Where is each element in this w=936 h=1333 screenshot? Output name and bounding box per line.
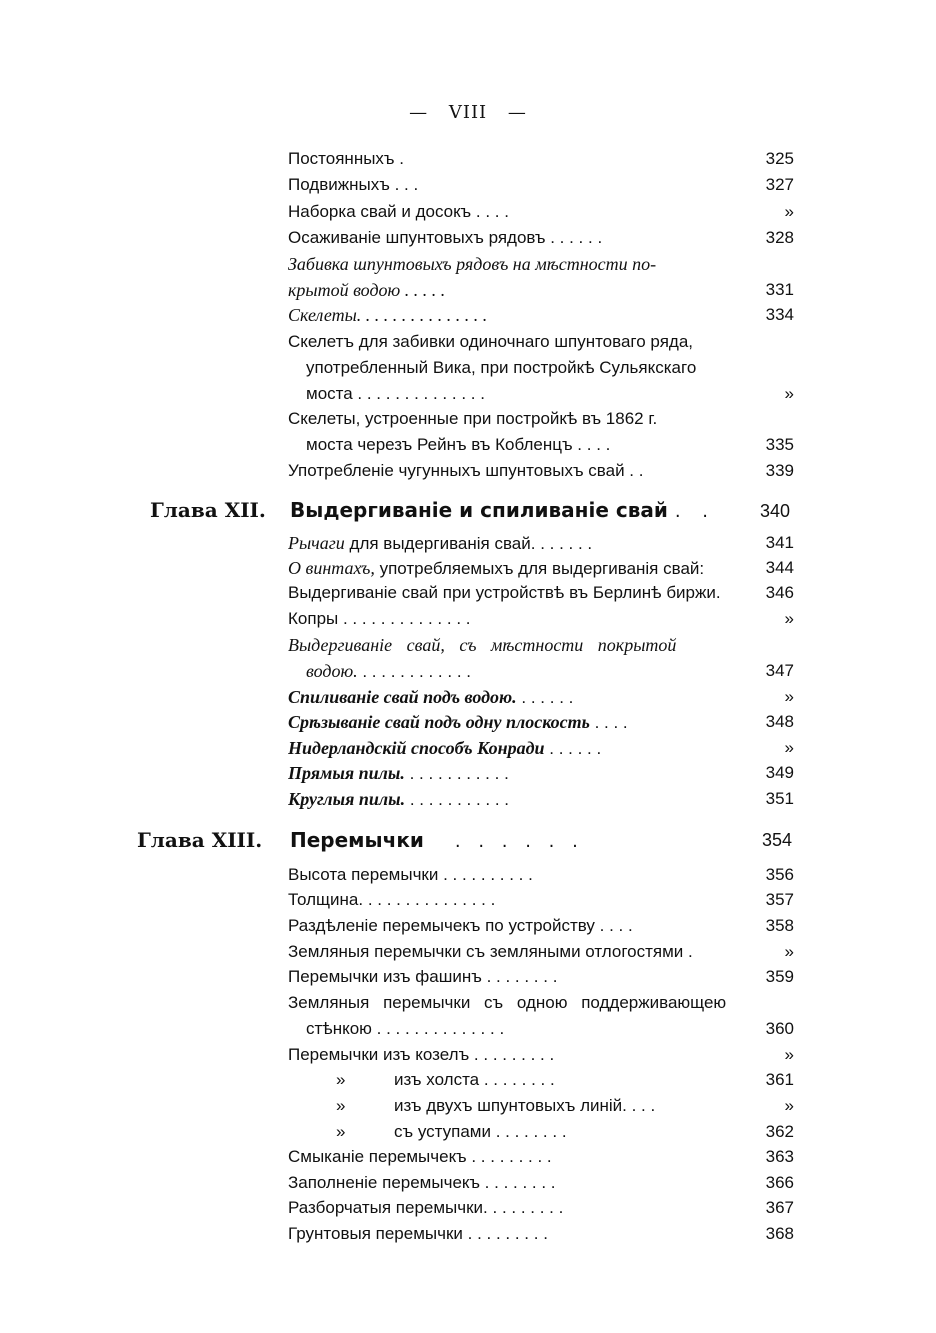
- entry-text: Перемычки изъ козелъ . . . . . . . . .: [288, 1045, 555, 1064]
- toc-entry: [288, 939, 794, 965]
- toc-entry: [288, 530, 794, 557]
- toc-entry: [288, 329, 794, 355]
- entry-text: [288, 709, 628, 736]
- toc-entry: [288, 862, 794, 888]
- chapter-label: Глава XIII.: [137, 828, 263, 852]
- toc-entry: [288, 580, 794, 606]
- entry-text: [336, 1119, 567, 1145]
- entry-text: стѣнкою . . . . . . . . . . . . . .: [306, 1019, 505, 1038]
- chapter-dots: . . . . . .: [454, 831, 584, 852]
- entry-text: Выдергиваніе свай при устройствѣ въ Берлинѣ биржи.: [288, 583, 721, 602]
- toc-entry: [288, 146, 794, 172]
- entry-page: 362: [760, 1119, 794, 1145]
- chapter-title-text: Перемычки: [290, 828, 424, 852]
- entry-text: Земляныя перемычки съ земляными отлогостями .: [288, 942, 693, 961]
- toc-entry: [288, 632, 794, 659]
- entry-page: »: [779, 199, 794, 225]
- entry-text: [336, 1067, 555, 1093]
- entry-page: »: [779, 1093, 794, 1119]
- toc-entry: [288, 406, 794, 432]
- toc-entry: [288, 684, 794, 711]
- entry-page: 368: [760, 1221, 794, 1247]
- chapter-title: [290, 828, 584, 852]
- entry-page: 357: [760, 887, 794, 913]
- toc-entry: [288, 1170, 794, 1196]
- toc-entry: [306, 1016, 794, 1042]
- entry-text: Земляныя перемычки съ одною поддерживающею: [288, 993, 727, 1012]
- entry-rest: съ уступами . . . . . . . .: [394, 1122, 567, 1141]
- entry-text: [288, 760, 509, 787]
- chapter-title-text: Выдергиваніе и спиливаніе свай: [290, 498, 668, 522]
- entry-emphasis: водою.: [306, 661, 358, 681]
- entry-text: Заполненіе перемычекъ . . . . . . . .: [288, 1173, 556, 1192]
- entry-page: 358: [760, 913, 794, 939]
- entry-rest: . . . . . . . . . . . .: [357, 662, 471, 681]
- entry-text: Подвижныхъ . . .: [288, 175, 419, 194]
- entry-text: Толщина. . . . . . . . . . . . . . .: [288, 890, 496, 909]
- entry-text: Употребленіе чугунныхъ шпунтовыхъ свай . .: [288, 461, 644, 480]
- entry-rest: . . . .: [589, 713, 628, 732]
- chapter-label: Глава XII.: [150, 498, 266, 522]
- entry-page: 349: [760, 760, 794, 786]
- toc-entry: [288, 887, 794, 913]
- toc-entry: [288, 555, 794, 582]
- entry-page: »: [779, 939, 794, 965]
- toc-entry: [288, 913, 794, 939]
- entry-text: моста черезъ Рейнъ въ Кобленцъ . . . .: [306, 435, 611, 454]
- toc-entry: [288, 1221, 794, 1247]
- entry-page: 341: [760, 530, 794, 556]
- page-number: VIII: [448, 102, 488, 123]
- entry-page: 331: [760, 277, 794, 303]
- entry-page: »: [779, 684, 794, 710]
- toc-entry: [336, 1119, 794, 1145]
- header-dash-right: —: [507, 102, 527, 123]
- entry-rest: для выдергиванія свай. . . . . . .: [344, 534, 593, 553]
- entry-page: 356: [760, 862, 794, 888]
- entry-page: 334: [760, 302, 794, 328]
- toc-entry: [288, 964, 794, 990]
- toc-entry: [288, 1144, 794, 1170]
- entry-rest: употребляемыхъ для выдергиванія свай:: [374, 559, 705, 578]
- entry-page: »: [779, 1042, 794, 1068]
- toc-entry: [288, 1195, 794, 1221]
- entry-page: 366: [760, 1170, 794, 1196]
- entry-page: 328: [760, 225, 794, 251]
- entry-text: Наборка свай и досокъ . . . .: [288, 202, 509, 221]
- chapter-page: 340: [760, 501, 791, 521]
- ditto-mark: »: [336, 1122, 346, 1141]
- entry-page: 339: [760, 458, 794, 484]
- toc-entry: [288, 172, 794, 198]
- entry-emphasis: Нидерландскій способъ Конради: [288, 738, 545, 758]
- entry-page: 363: [760, 1144, 794, 1170]
- entry-page: 347: [760, 658, 794, 684]
- entry-rest: изъ холста . . . . . . . .: [394, 1070, 555, 1089]
- toc-entry: [288, 225, 794, 251]
- entry-emphasis: Спиливаніе свай подъ водою.: [288, 687, 517, 707]
- toc-entry: [288, 1042, 794, 1068]
- entry-text: Разборчатыя перемычки. . . . . . . . .: [288, 1198, 564, 1217]
- entry-page: 325: [760, 146, 794, 172]
- entry-text: Смыканіе перемычекъ . . . . . . . . .: [288, 1147, 552, 1166]
- entry-emphasis: Рычаги: [288, 533, 345, 553]
- entry-text: Скелеты. . . . . . . . . . . . . . .: [288, 305, 488, 325]
- entry-text: Копры . . . . . . . . . . . . . .: [288, 609, 471, 628]
- entry-emphasis: Прямыя пилы.: [288, 763, 405, 783]
- toc-entry: [336, 1067, 794, 1093]
- chapter-page: 354: [762, 830, 793, 850]
- toc-entry: [288, 458, 794, 484]
- toc-entry: [306, 432, 794, 458]
- entry-rest: . . . . . .: [516, 688, 574, 707]
- toc-entry: [288, 990, 794, 1016]
- entry-text: Постоянныхъ .: [288, 149, 404, 168]
- toc-entry: [288, 786, 794, 813]
- entry-page: »: [779, 735, 794, 761]
- entry-page: »: [779, 381, 794, 407]
- entry-text: употребленный Вика, при постройкѣ Сульякскаго: [306, 358, 697, 377]
- entry-page: 346: [760, 580, 794, 606]
- toc-entry: [288, 709, 794, 736]
- entry-text: [306, 658, 471, 685]
- toc-entry: [306, 381, 794, 407]
- entry-text: Забивка шпунтовыхъ рядовъ на мѣстности по-: [288, 254, 657, 274]
- toc-entry: [288, 199, 794, 225]
- ditto-mark: »: [336, 1096, 346, 1115]
- entry-page: 335: [760, 432, 794, 458]
- entry-emphasis: О винтахъ,: [288, 558, 375, 578]
- entry-page: »: [779, 606, 794, 632]
- entry-page: 344: [760, 555, 794, 581]
- toc-entry: [288, 760, 794, 787]
- entry-emphasis: Круглыя пилы.: [288, 789, 406, 809]
- entry-page: 348: [760, 709, 794, 735]
- toc-entry: [288, 735, 794, 762]
- entry-text: [336, 1093, 655, 1119]
- entry-text: моста . . . . . . . . . . . . . .: [306, 384, 485, 403]
- entry-rest: изъ двухъ шпунтовыхъ линій. . . .: [394, 1096, 656, 1115]
- entry-page: 360: [760, 1016, 794, 1042]
- entry-page: 367: [760, 1195, 794, 1221]
- entry-page: 361: [760, 1067, 794, 1093]
- entry-text: [288, 684, 573, 711]
- entry-text: Грунтовыя перемычки . . . . . . . . .: [288, 1224, 548, 1243]
- entry-text: [288, 786, 509, 813]
- entry-page: 359: [760, 964, 794, 990]
- page-header: [0, 102, 936, 123]
- entry-text: [288, 555, 704, 582]
- entry-page: 351: [760, 786, 794, 812]
- toc-entry: [306, 355, 794, 381]
- entry-text: Скелеты, устроенные при постройкѣ въ 1862 г.: [288, 409, 658, 428]
- entry-emphasis: Срѣзываніе свай подъ одну плоскость: [288, 712, 590, 732]
- toc-entry: [288, 277, 794, 304]
- entry-text: Перемычки изъ фашинъ . . . . . . . .: [288, 967, 558, 986]
- toc-entry: [288, 302, 794, 329]
- entry-text: Скелетъ для забивки одиночнаго шпунтоваго ряда,: [288, 332, 693, 351]
- ditto-mark: »: [336, 1070, 346, 1089]
- entry-text: [288, 530, 592, 557]
- entry-text: Высота перемычки . . . . . . . . . .: [288, 865, 533, 884]
- entry-rest: . . . . . . . . . . .: [405, 790, 510, 809]
- chapter-dots: . .: [674, 501, 717, 522]
- header-dash-left: —: [409, 102, 429, 123]
- entry-text: [288, 735, 601, 762]
- toc-entry: [306, 658, 794, 685]
- entry-text: Осаживаніе шпунтовыхъ рядовъ . . . . . .: [288, 228, 603, 247]
- chapter-title: [290, 498, 716, 522]
- toc-entry: [288, 606, 794, 632]
- entry-text: крытой водою . . . . .: [288, 280, 446, 300]
- toc-entry: [336, 1093, 794, 1119]
- entry-rest: . . . . . . . . . . .: [404, 764, 509, 783]
- toc-entry: [288, 251, 794, 278]
- entry-page: 327: [760, 172, 794, 198]
- entry-text: Выдергиваніе свай, съ мѣстности покрытой: [288, 635, 677, 655]
- entry-rest: . . . . . .: [544, 739, 602, 758]
- entry-text: Раздѣленіе перемычекъ по устройству . . . .: [288, 916, 633, 935]
